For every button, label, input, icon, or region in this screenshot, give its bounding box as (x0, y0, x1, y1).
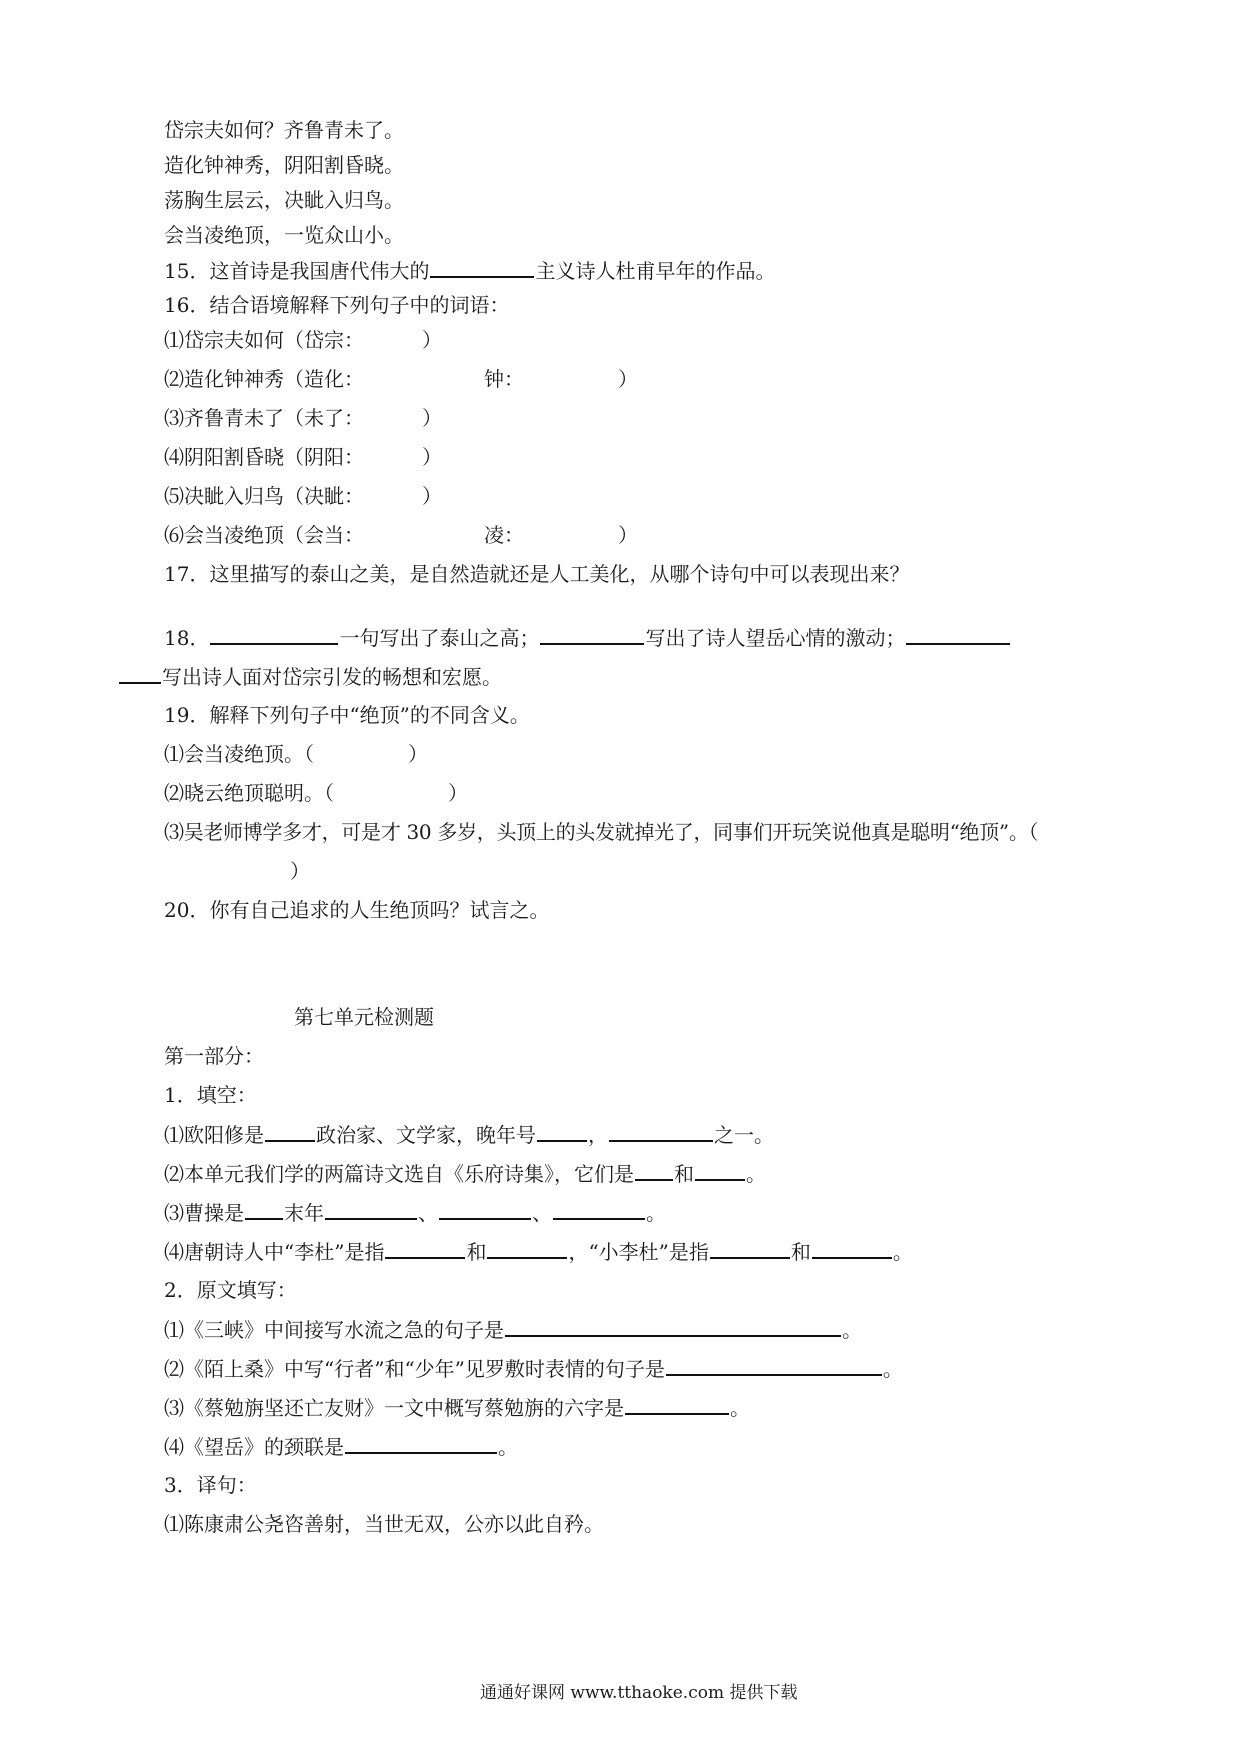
section-3-heading: 3．译句： (164, 1473, 257, 1497)
fill-text: ⑵本单元我们学的两篇诗文选自《乐府诗集》，它们是 (164, 1162, 634, 1186)
answer-blank (385, 1239, 465, 1259)
fill-text: ⑶《蔡勉旃坚还亡友财》一文中概写蔡勉旃的六字是 (164, 1396, 624, 1420)
question-18-line-2 (118, 664, 502, 689)
question-17: 17．这里描写的泰山之美，是自然造就还是人工美化，从哪个诗句中可以表现出来？ (164, 562, 910, 586)
close-paren: ） (422, 406, 442, 430)
question-18-text-a: 一句写出了泰山之高； (339, 626, 540, 650)
answer-blank (695, 1161, 745, 1181)
answer-blank (487, 1239, 567, 1259)
answer-blank (245, 1200, 283, 1220)
fill-item-3 (164, 1200, 666, 1225)
close-paren: ） (422, 484, 442, 508)
fill-text: ，“小李杜”是指 (568, 1240, 709, 1264)
question-16-item-1 (164, 328, 442, 352)
original-text-item-4 (164, 1434, 518, 1459)
fill-text: 政治家、文学家，晚年号 (316, 1123, 536, 1147)
fill-text: ⑷唐朝诗人中“李杜”是指 (164, 1240, 385, 1264)
fill-text: 、 (418, 1201, 438, 1225)
translate-item-1: ⑴陈康肃公尧咨善射，当世无双，公亦以此自矜。 (164, 1512, 604, 1536)
answer-blank (505, 1317, 841, 1337)
answer-blank (609, 1122, 713, 1142)
question-18-text-b: 写出了诗人望岳心情的激动； (645, 626, 906, 650)
fill-text: 和 (674, 1162, 694, 1186)
close-paren: ） (448, 781, 468, 805)
fill-text: 末年 (284, 1201, 324, 1225)
fill-text: ， (588, 1123, 608, 1147)
answer-blank (345, 1434, 497, 1454)
question-19-item-3: ⑶吴老师博学多才，可是才 30 多岁，头顶上的头发就掉光了，同事们开玩笑说他真是聪明“绝顶”。（ (164, 820, 1039, 844)
question-19-item-1 (164, 742, 428, 766)
fill-item-4 (164, 1239, 913, 1264)
question-18-text-c: 写出诗人面对岱宗引发的畅想和宏愿。 (162, 665, 502, 689)
item-text: ⑸决眦入归鸟（决眦： (164, 484, 364, 508)
fill-text: 。 (746, 1162, 766, 1186)
fill-text: 。 (892, 1240, 913, 1264)
footer-download-credit: 通通好课网 www.tthaoke.com 提供下载 (480, 1683, 798, 1703)
question-18-number: 18． (164, 626, 210, 650)
question-15-text-a: 15．这首诗是我国唐代伟大的 (164, 259, 430, 283)
fill-text: 之一。 (714, 1123, 774, 1147)
fill-text: 。 (730, 1396, 750, 1420)
answer-blank (553, 1200, 645, 1220)
poem-line-4: 会当凌绝顶，一览众山小。 (164, 223, 404, 247)
question-19-stem: 19．解释下列句子中“绝顶”的不同含义。 (164, 703, 530, 727)
fill-text: ⑴欧阳修是 (164, 1123, 264, 1147)
item-text: ⑶齐鲁青未了（未了： (164, 406, 364, 430)
fill-text: ⑵《陌上桑》中写“行者”和“少年”见罗敷时表情的句子是 (164, 1357, 665, 1381)
fill-text: ⑶曹操是 (164, 1201, 244, 1225)
fill-text: 和 (466, 1240, 487, 1264)
poem-line-1: 岱宗夫如何？齐鲁青未了。 (164, 118, 404, 142)
answer-blank (812, 1239, 892, 1259)
question-16-item-2 (164, 367, 638, 391)
answer-blank (119, 664, 161, 684)
answer-blank (666, 1356, 882, 1376)
original-text-item-2 (164, 1356, 903, 1381)
question-19-item-3-close: ） (290, 859, 310, 883)
item-text: ⑹会当凌绝顶（会当： (164, 523, 364, 547)
fill-text: 。 (498, 1435, 518, 1459)
answer-blank (537, 1122, 587, 1142)
question-16-item-3 (164, 406, 442, 430)
item-text: ⑴会当凌绝顶。（ (164, 742, 314, 766)
item-text: ⑷阴阳割昏晓（阴阳： (164, 445, 364, 469)
answer-blank (635, 1161, 673, 1181)
answer-blank (210, 625, 338, 645)
fill-text: 。 (646, 1201, 666, 1225)
answer-blank (625, 1395, 729, 1415)
fill-text: 。 (842, 1318, 862, 1342)
fill-text: ⑷《望岳》的颈联是 (164, 1435, 344, 1459)
fill-item-2 (164, 1161, 766, 1186)
fill-text: 。 (882, 1357, 903, 1381)
answer-blank (540, 625, 644, 645)
item-text: ⑵造化钟神秀（造化： (164, 367, 364, 391)
question-20: 20．你有自己追求的人生绝顶吗？试言之。 (164, 898, 550, 922)
question-18-line-1 (164, 625, 1011, 650)
fill-text: ⑴《三峡》中间接写水流之急的句子是 (164, 1318, 504, 1342)
question-16-stem: 16．结合语境解释下列句子中的词语： (164, 293, 510, 317)
close-paren: ） (618, 367, 638, 391)
question-16-item-6 (164, 523, 638, 547)
answer-blank (439, 1200, 531, 1220)
unit-7-title: 第七单元检测题 (294, 1005, 434, 1029)
question-15 (164, 258, 775, 283)
answer-blank (265, 1122, 315, 1142)
fill-item-1 (164, 1122, 774, 1147)
fill-text: 和 (790, 1240, 811, 1264)
original-text-item-3 (164, 1395, 750, 1420)
item-text-2: 钟： (484, 367, 524, 391)
section-1-heading: 1．填空： (164, 1083, 257, 1107)
close-paren: ） (422, 445, 442, 469)
poem-line-3: 荡胸生层云，决眦入归鸟。 (164, 188, 404, 212)
answer-blank (325, 1200, 417, 1220)
section-2-heading: 2．原文填写： (164, 1278, 297, 1302)
close-paren: ） (408, 742, 428, 766)
item-text: ⑵晓云绝顶聪明。（ (164, 781, 334, 805)
question-19-item-2 (164, 781, 468, 805)
part-1-heading: 第一部分： (164, 1044, 264, 1068)
answer-blank (906, 625, 1010, 645)
answer-blank (430, 258, 534, 278)
item-text: ⑴岱宗夫如何（岱宗： (164, 328, 364, 352)
question-15-text-b: 主义诗人杜甫早年的作品。 (535, 259, 776, 283)
close-paren: ） (422, 328, 442, 352)
question-16-item-5 (164, 484, 442, 508)
item-text-2: 凌： (484, 523, 524, 547)
fill-text: 、 (532, 1201, 552, 1225)
original-text-item-1 (164, 1317, 862, 1342)
close-paren: ） (618, 523, 638, 547)
question-16-item-4 (164, 445, 442, 469)
poem-line-2: 造化钟神秀，阴阳割昏晓。 (164, 153, 404, 177)
answer-blank (710, 1239, 790, 1259)
